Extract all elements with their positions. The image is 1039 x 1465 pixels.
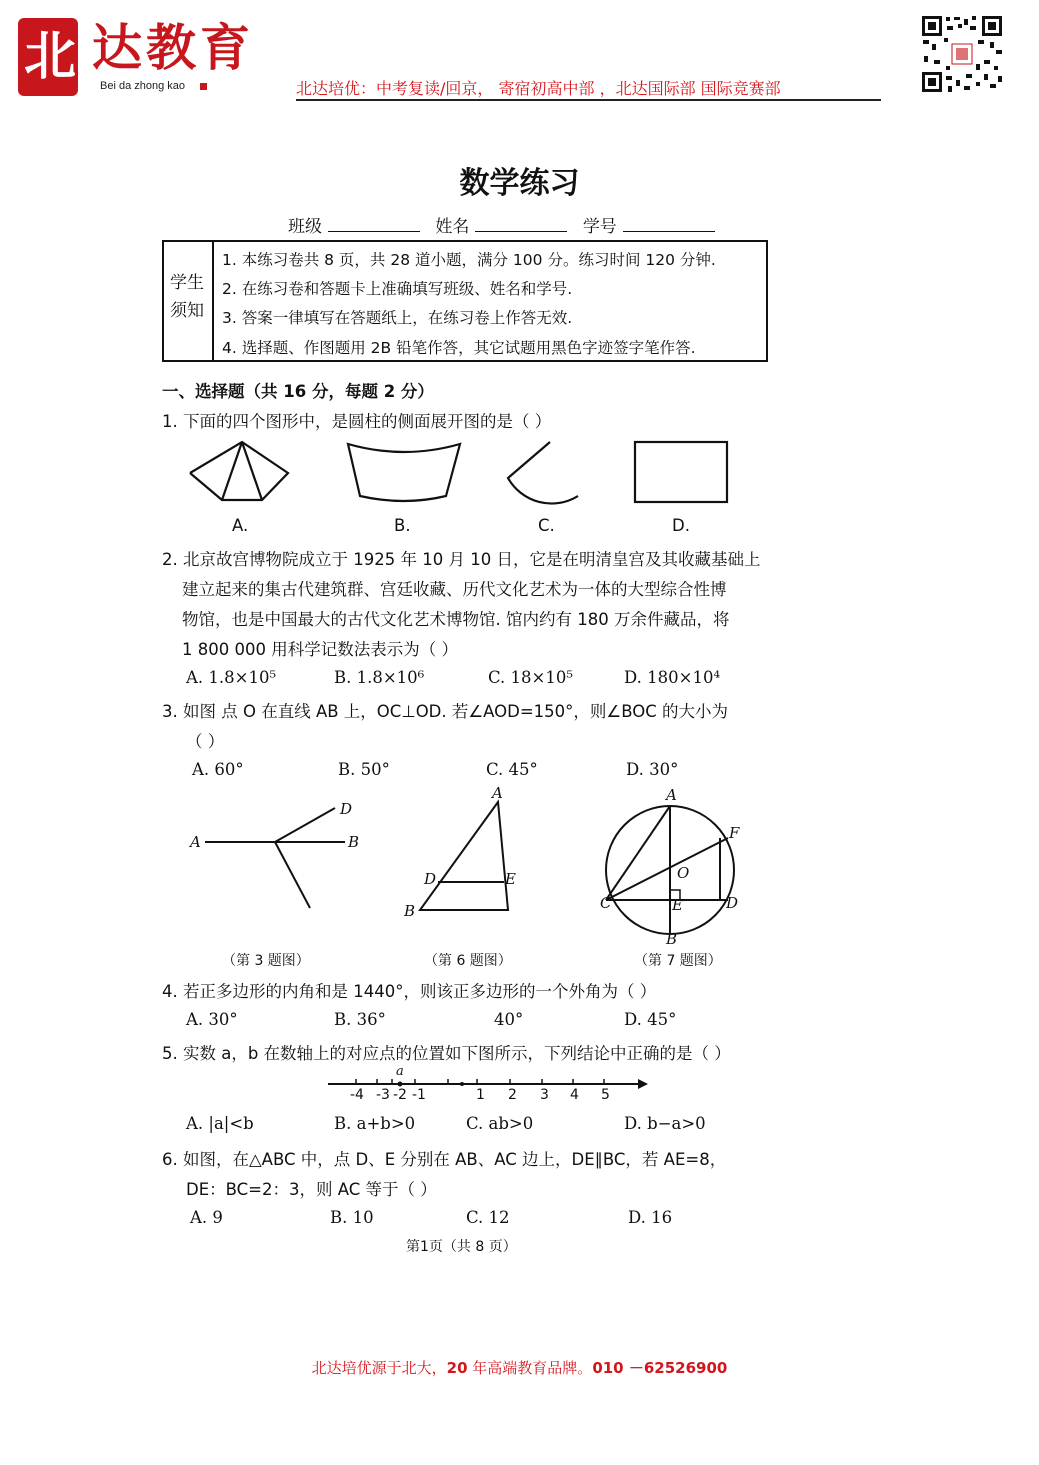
option-label: D. xyxy=(672,516,690,535)
fig6-triangle xyxy=(420,802,508,910)
fig7-label: O xyxy=(677,864,690,882)
fig6-label: D xyxy=(424,870,437,888)
fig3-label: A xyxy=(190,833,201,851)
question-1-text: 1. 下面的四个图形中，是圆柱的侧面展开图的是（ ） xyxy=(162,412,552,431)
option[interactable]: C. 45° xyxy=(486,760,538,779)
question-2-line: 物馆，也是中国最大的古代文化艺术博物馆. 馆内约有 180 万余件藏品，将 xyxy=(182,610,730,629)
class-blank[interactable] xyxy=(328,217,420,232)
option[interactable]: B. a+b>0 xyxy=(334,1114,416,1133)
option[interactable]: B. 50° xyxy=(338,760,390,779)
header-divider xyxy=(296,99,881,101)
notice-head-line1: 学生 xyxy=(170,273,204,293)
option[interactable]: A. 9 xyxy=(190,1208,223,1227)
option[interactable]: C. ab>0 xyxy=(466,1114,534,1133)
notice-item: 3. 答案一律填写在答题纸上，在练习卷上作答无效. xyxy=(222,309,573,327)
notice-item: 2. 在练习卷和答题卡上准确填写班级、姓名和学号. xyxy=(222,280,573,298)
fig7-label: F xyxy=(729,824,740,842)
figure-d-rectangle xyxy=(635,442,727,502)
option[interactable]: B. 10 xyxy=(330,1208,374,1227)
option[interactable]: D. 16 xyxy=(628,1208,673,1227)
student-id-blank[interactable] xyxy=(623,217,715,232)
option[interactable]: A. 1.8×10⁵ xyxy=(186,668,277,687)
question-2-line: 建立起来的集古代建筑群、宫廷收藏、历代文化艺术为一体的大型综合性博 xyxy=(182,580,727,599)
point-a xyxy=(398,1082,403,1087)
option-label: C. xyxy=(538,516,555,535)
figure-caption: （第 7 题图） xyxy=(634,953,722,969)
option[interactable]: D. 30° xyxy=(626,760,679,779)
question-4-text: 4. 若正多边形的内角和是 1440°，则该正多边形的一个外角为（ ） xyxy=(162,982,657,1001)
figures-row xyxy=(180,790,760,950)
fig6-label: E xyxy=(505,870,516,888)
option[interactable]: A. 30° xyxy=(186,1010,238,1029)
header-slogan: 北达培优：中考复读/回京， 寄宿初高中部 ，北达国际部 国际竞赛部 xyxy=(296,79,781,98)
page-number: 第1页（共 8 页） xyxy=(406,1239,517,1255)
axis-tick: 5 xyxy=(601,1087,610,1103)
fig7-label: E xyxy=(672,896,683,914)
fig7-label: B xyxy=(666,930,678,948)
footer-phone: 010 －62526900 xyxy=(592,1359,728,1377)
fig3-label: D xyxy=(340,800,353,818)
logo-square xyxy=(200,83,207,90)
logo-pinyin: Bei da zhong kao xyxy=(100,80,186,92)
option-label: A. xyxy=(232,516,249,535)
point-origin xyxy=(460,1082,464,1086)
question-1-figures xyxy=(180,438,740,518)
question-6-line: DE：BC=2：3，则 AC 等于（ ） xyxy=(186,1180,437,1199)
fig7-chord-cf xyxy=(606,838,728,900)
fig6-label: B xyxy=(404,902,416,920)
axis-tick: 4 xyxy=(570,1087,579,1103)
fig3-ray-oc xyxy=(275,842,310,908)
figure-c-circle-sector xyxy=(508,442,578,504)
axis-point-label: a xyxy=(396,1064,404,1079)
axis-tick: 2 xyxy=(508,1087,517,1103)
student-info-fields xyxy=(288,212,725,237)
fig3-ray-od xyxy=(275,808,335,842)
option[interactable]: C. 12 xyxy=(466,1208,510,1227)
option[interactable]: B. 36° xyxy=(334,1010,386,1029)
fig7-label: D xyxy=(726,894,739,912)
option[interactable]: 40° xyxy=(494,1010,524,1029)
question-6-line: 6. 如图，在△ABC 中，点 D、E 分别在 AB、AC 边上，DE∥BC，若 AE=8， xyxy=(162,1150,727,1169)
fig3-label: B xyxy=(348,833,360,851)
option[interactable]: D. 180×10⁴ xyxy=(624,668,721,687)
name-blank[interactable] xyxy=(475,217,567,232)
question-5-text: 5. 实数 a，b 在数轴上的对应点的位置如下图所示，下列结论中正确的是（ ） xyxy=(162,1044,731,1063)
question-2-line: 2. 北京故宫博物院成立于 1925 年 10 月 10 日，它是在明清皇宫及其收藏基础上 xyxy=(162,550,761,569)
option[interactable]: D. b−a>0 xyxy=(624,1114,706,1133)
question-3-text: 3. 如图 点 O 在直线 AB 上，OC⊥OD. 若∠AOD=150°，则∠BOC 的大小为 xyxy=(162,702,728,721)
notice-head-line2: 须知 xyxy=(170,301,204,321)
notice-item: 4. 选择题、作图题用 2B 铅笔作答，其它试题用黑色字迹签字笔作答. xyxy=(222,339,696,357)
option[interactable]: A. |a|<b xyxy=(186,1114,254,1133)
fig7-chord-ca xyxy=(606,806,670,900)
axis-tick: -2 xyxy=(393,1087,407,1103)
option-label: B. xyxy=(394,516,411,535)
figure-b-ring-sector xyxy=(348,444,460,501)
option[interactable]: A. 60° xyxy=(192,760,244,779)
page-title: 数学练习 xyxy=(459,166,580,201)
student-id-label: 学号 xyxy=(582,217,617,237)
option[interactable]: B. 1.8×10⁶ xyxy=(334,668,425,687)
name-label: 姓名 xyxy=(435,217,470,237)
axis-tick: -3 xyxy=(376,1087,390,1103)
section-heading: 一、选择题（共 16 分，每题 2 分） xyxy=(162,382,434,401)
axis-tick: -1 xyxy=(412,1087,426,1103)
arrow-icon xyxy=(638,1079,648,1089)
figure-caption: （第 3 题图） xyxy=(222,953,310,969)
option[interactable]: D. 45° xyxy=(624,1010,677,1029)
qr-code-icon xyxy=(920,14,1004,94)
footer-years: 20 xyxy=(446,1359,468,1377)
fig6-label: A xyxy=(492,784,503,802)
class-label: 班级 xyxy=(288,217,322,237)
notice-item: 1. 本练习卷共 8 页，共 28 道小题，满分 100 分。练习时间 120 分钟. xyxy=(222,251,716,269)
logo-character: 北 xyxy=(23,26,76,87)
question-2-line: 1 800 000 用科学记数法表示为（ ） xyxy=(182,640,458,659)
axis-tick: -4 xyxy=(350,1087,364,1103)
notice-header xyxy=(162,240,214,362)
fig7-label: C xyxy=(600,894,612,912)
axis-tick: 1 xyxy=(476,1087,485,1103)
footer-text2: 年高端教育品牌。 xyxy=(467,1359,593,1377)
axis-tick: 3 xyxy=(540,1087,549,1103)
question-3-paren: （ ） xyxy=(186,732,225,751)
figure-caption: （第 6 题图） xyxy=(424,953,512,969)
option[interactable]: C. 18×10⁵ xyxy=(488,668,573,687)
logo-name: 达教育 xyxy=(92,18,254,77)
footer-text: 北达培优源于北大， xyxy=(311,1359,447,1377)
fig7-label: A xyxy=(666,786,677,804)
footer xyxy=(0,1357,1039,1378)
